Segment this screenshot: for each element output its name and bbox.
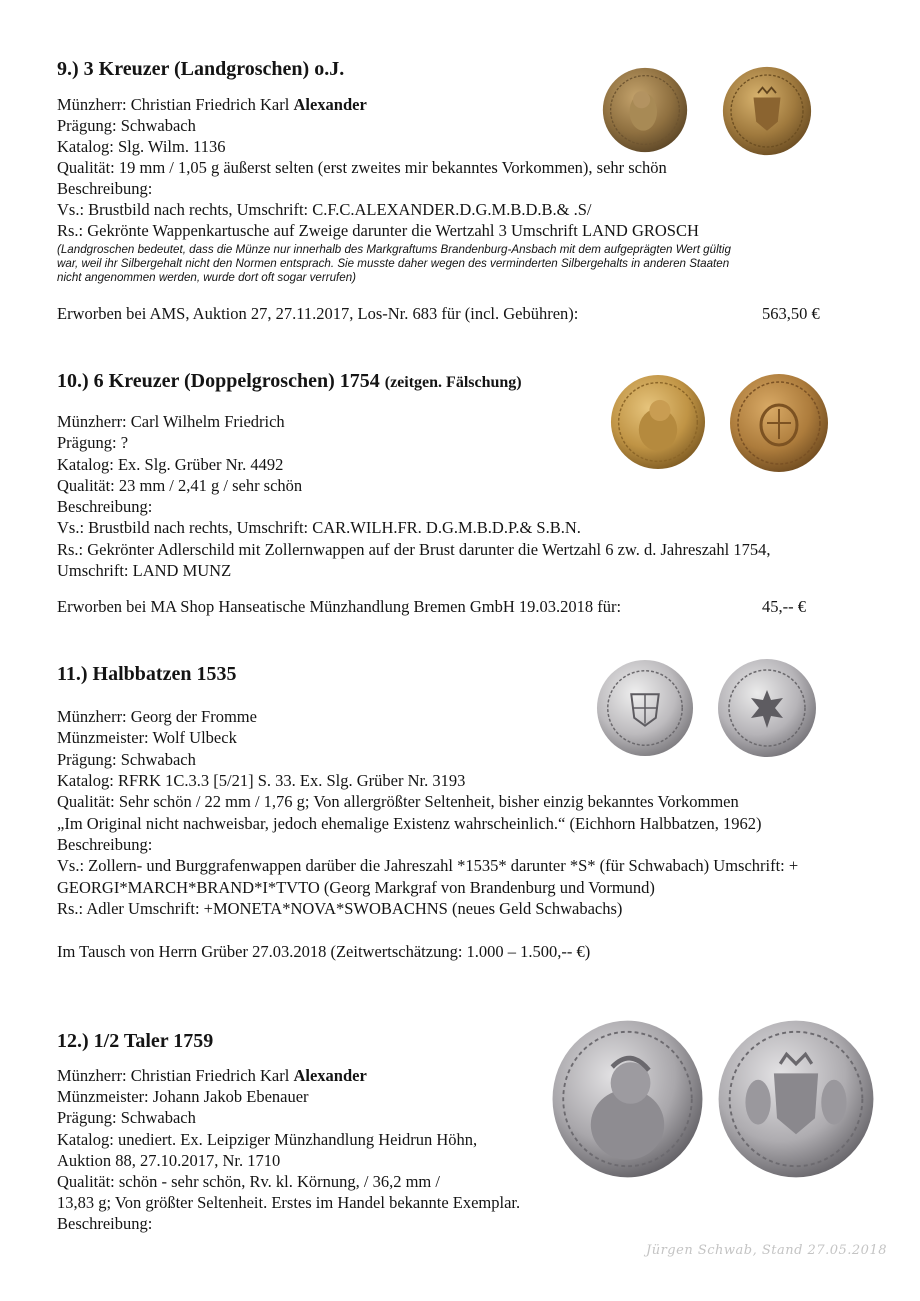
obverse-line: Vs.: Brustbild nach rechts, Umschrift: C.F.C.ALEXANDER.D.G.M.B.D.B.& .S/	[57, 200, 592, 219]
acquisition-line: Erworben bei MA Shop Hanseatische Münzhandlung Bremen GmbH 19.03.2018 für:	[57, 597, 622, 616]
mintmaster-line: Münzmeister: Wolf Ulbeck	[57, 728, 237, 747]
ruler-line: Münzherr: Carl Wilhelm Friedrich	[57, 412, 285, 431]
catalog-line: Auktion 88, 27.10.2017, Nr. 1710	[57, 1151, 281, 1170]
lot-title	[57, 370, 522, 393]
ruler-label: Münzherr: Christian Friedrich Karl	[57, 95, 294, 114]
reverse-line: Umschrift: LAND MUNZ	[57, 561, 232, 580]
coin-reverse-image	[722, 66, 812, 156]
ruler-name: Alexander	[293, 95, 367, 114]
coin-obverse-image	[610, 374, 706, 470]
lot-title-main: 10.) 6 Kreuzer (Doppelgroschen) 1754	[57, 370, 385, 392]
coin-reverse-image	[729, 373, 829, 473]
ruler-name: Alexander	[293, 1066, 367, 1085]
catalog-line: Katalog: RFRK 1C.3.3 [5/21] S. 33. Ex. Slg. Grüber Nr. 3193	[57, 771, 466, 790]
ruler-line	[57, 95, 367, 115]
mint-line: Prägung: Schwabach	[57, 116, 196, 135]
quality-line: Qualität: 19 mm / 1,05 g äußerst selten (erst zweites mir bekanntes Vorkommen), sehr schön	[57, 158, 667, 177]
lot-title: 12.) 1/2 Taler 1759	[57, 1030, 214, 1052]
quality-line: 13,83 g; Von größter Seltenheit. Erstes im Handel bekannte Exemplar.	[57, 1193, 521, 1212]
catalog-line: Katalog: Slg. Wilm. 1136	[57, 137, 226, 156]
catalog-line: Katalog: unediert. Ex. Leipziger Münzhandlung Heidrun Höhn,	[57, 1130, 478, 1149]
note-line: war, weil ihr Silbergehalt nicht den Normen entsprach. Sie musste daher wegen des verminderten Silbergehalts in anderen Staaten	[57, 257, 730, 270]
price: 563,50 €	[762, 304, 820, 323]
lot-title: 9.) 3 Kreuzer (Landgroschen) o.J.	[57, 58, 345, 80]
quality-line: Qualität: Sehr schön / 22 mm / 1,76 g; Von allergrößter Seltenheit, bisher einzig bekanntes Vorkommen	[57, 792, 739, 811]
ruler-line: Münzherr: Georg der Fromme	[57, 707, 257, 726]
lot-title-note: (zeitgen. Fälschung)	[384, 374, 522, 391]
quote-line: „Im Original nicht nachweisbar, jedoch ehemalige Existenz wahrscheinlich.“ (Eichhorn Halbbatzen, 1962)	[57, 814, 762, 833]
note-line: (Landgroschen bedeutet, dass die Münze nur innerhalb des Markgraftums Brandenburg-Ansbach mit dem aufgeprägten Wert gültig	[57, 243, 731, 256]
quality-line: Qualität: schön - sehr schön, Rv. kl. Körnung, / 36,2 mm /	[57, 1172, 440, 1191]
catalog-line: Katalog: Ex. Slg. Grüber Nr. 4492	[57, 455, 284, 474]
reverse-line: Rs.: Adler Umschrift: +MONETA*NOVA*SWOBACHNS (neues Geld Schwabachs)	[57, 899, 623, 918]
coin-obverse-image	[602, 67, 688, 153]
obverse-line: Vs.: Brustbild nach rechts, Umschrift: CAR.WILH.FR. D.G.M.B.D.P.& S.B.N.	[57, 518, 581, 537]
reverse-line: Rs.: Gekrönte Wappenkartusche auf Zweige darunter die Wertzahl 3 Umschrift LAND GROSCH	[57, 221, 699, 240]
ruler-label: Münzherr: Christian Friedrich Karl	[57, 1066, 294, 1085]
obverse-line: GEORGI*MARCH*BRAND*I*TVTO (Georg Markgraf von Brandenburg und Vormund)	[57, 878, 655, 897]
mintmaster-line: Münzmeister: Johann Jakob Ebenauer	[57, 1087, 309, 1106]
description-label: Beschreibung:	[57, 835, 153, 854]
mint-line: Prägung: Schwabach	[57, 1108, 196, 1127]
author-signature: Jürgen Schwab, Stand 27.05.2018	[646, 1243, 887, 1258]
reverse-line: Rs.: Gekrönter Adlerschild mit Zollernwappen auf der Brust darunter die Wertzahl 6 zw. d. Jahreszahl 1754,	[57, 540, 771, 559]
price: 45,-- €	[762, 597, 806, 616]
coin-obverse-image	[551, 1019, 704, 1179]
lot-title: 11.) Halbbatzen 1535	[57, 663, 237, 685]
mint-line: Prägung: ?	[57, 433, 129, 452]
note-line: nicht angenommen werden, wurde dort oft sogar verrufen)	[57, 271, 357, 284]
coin-obverse-image	[596, 659, 694, 757]
description-label: Beschreibung:	[57, 179, 153, 198]
description-label: Beschreibung:	[57, 1214, 153, 1233]
quality-line: Qualität: 23 mm / 2,41 g / sehr schön	[57, 476, 303, 495]
coin-reverse-image	[717, 658, 817, 758]
acquisition-line: Im Tausch von Herrn Grüber 27.03.2018 (Zeitwertschätzung: 1.000 – 1.500,-- €)	[57, 942, 591, 961]
mint-line: Prägung: Schwabach	[57, 750, 196, 769]
description-label: Beschreibung:	[57, 497, 153, 516]
coin-reverse-image	[717, 1019, 875, 1179]
acquisition-line: Erworben bei AMS, Auktion 27, 27.11.2017, Los-Nr. 683 für (incl. Gebühren):	[57, 304, 579, 323]
ruler-line	[57, 1066, 367, 1086]
obverse-line: Vs.: Zollern- und Burggrafenwappen darüber die Jahreszahl *1535* darunter *S* (für Schwabach) Umschrift: +	[57, 856, 799, 875]
